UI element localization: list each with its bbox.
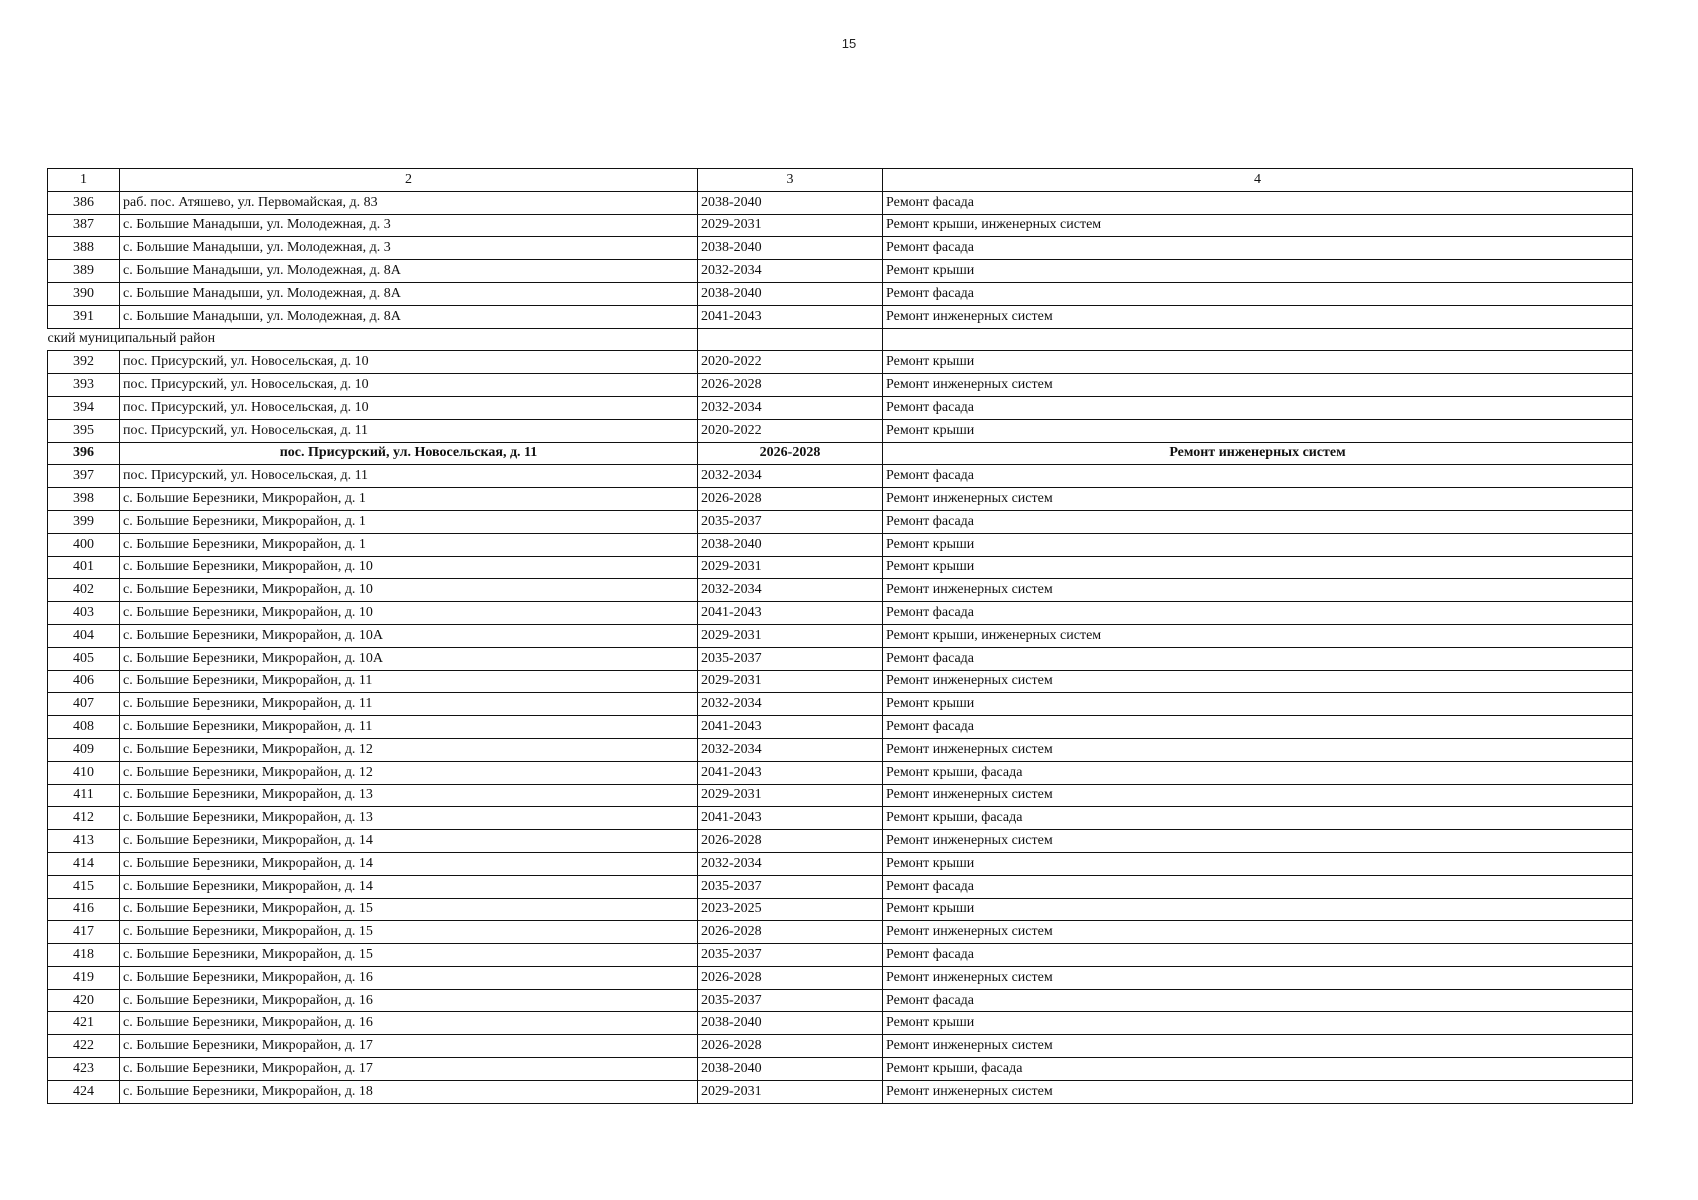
row-work-type: Ремонт фасада xyxy=(883,875,1633,898)
row-number: 404 xyxy=(48,624,120,647)
highlighted-table-row xyxy=(48,442,1633,465)
row-number: 401 xyxy=(48,556,120,579)
row-period: 2038-2040 xyxy=(698,237,883,260)
row-work-type: Ремонт инженерных систем xyxy=(883,966,1633,989)
row-period: 2035-2037 xyxy=(698,875,883,898)
row-number: 424 xyxy=(48,1080,120,1103)
row-number: 397 xyxy=(48,465,120,488)
row-address: с. Большие Березники, Микрорайон, д. 11 xyxy=(120,670,698,693)
district-row xyxy=(48,328,1633,351)
row-number: 396 xyxy=(48,442,120,465)
row-number: 390 xyxy=(48,282,120,305)
row-number: 408 xyxy=(48,716,120,739)
table-row xyxy=(48,419,1633,442)
row-period: 2038-2040 xyxy=(698,282,883,305)
table-row xyxy=(48,465,1633,488)
row-address: с. Большие Березники, Микрорайон, д. 1 xyxy=(120,510,698,533)
row-address: с. Большие Березники, Микрорайон, д. 17 xyxy=(120,1058,698,1081)
table-row xyxy=(48,282,1633,305)
row-period: 2029-2031 xyxy=(698,784,883,807)
row-work-type: Ремонт фасада xyxy=(883,647,1633,670)
row-address: с. Большие Березники, Микрорайон, д. 14 xyxy=(120,875,698,898)
row-address: с. Большие Березники, Микрорайон, д. 18 xyxy=(120,1080,698,1103)
row-number: 402 xyxy=(48,579,120,602)
row-period: 2029-2031 xyxy=(698,624,883,647)
row-work-type: Ремонт крыши xyxy=(883,419,1633,442)
row-work-type: Ремонт инженерных систем xyxy=(883,830,1633,853)
row-number: 415 xyxy=(48,875,120,898)
row-work-type: Ремонт крыши xyxy=(883,1012,1633,1035)
row-address: пос. Присурский, ул. Новосельская, д. 10 xyxy=(120,374,698,397)
row-period: 2026-2028 xyxy=(698,1035,883,1058)
row-work-type: Ремонт крыши, фасада xyxy=(883,1058,1633,1081)
row-address: с. Большие Березники, Микрорайон, д. 13 xyxy=(120,807,698,830)
row-number: 407 xyxy=(48,693,120,716)
table-row xyxy=(48,1035,1633,1058)
row-address: с. Большие Березники, Микрорайон, д. 1 xyxy=(120,533,698,556)
row-period: 2029-2031 xyxy=(698,670,883,693)
table-row xyxy=(48,761,1633,784)
row-address: с. Большие Березники, Микрорайон, д. 16 xyxy=(120,1012,698,1035)
row-address: с. Большие Манадыши, ул. Молодежная, д. 8А xyxy=(120,260,698,283)
row-number: 391 xyxy=(48,305,120,328)
row-number: 421 xyxy=(48,1012,120,1035)
row-number: 413 xyxy=(48,830,120,853)
row-work-type: Ремонт инженерных систем xyxy=(883,1080,1633,1103)
row-period: 2041-2043 xyxy=(698,761,883,784)
row-number: 395 xyxy=(48,419,120,442)
row-number: 423 xyxy=(48,1058,120,1081)
row-work-type: Ремонт фасада xyxy=(883,716,1633,739)
repair-schedule-table xyxy=(47,168,1633,1104)
row-period: 2035-2037 xyxy=(698,510,883,533)
row-work-type: Ремонт инженерных систем xyxy=(883,442,1633,465)
row-period: 2038-2040 xyxy=(698,1058,883,1081)
row-address: с. Большие Березники, Микрорайон, д. 12 xyxy=(120,738,698,761)
row-address: пос. Присурский, ул. Новосельская, д. 11 xyxy=(120,465,698,488)
row-number: 422 xyxy=(48,1035,120,1058)
table-row xyxy=(48,351,1633,374)
row-period: 2041-2043 xyxy=(698,716,883,739)
row-work-type: Ремонт инженерных систем xyxy=(883,738,1633,761)
row-work-type: Ремонт фасада xyxy=(883,191,1633,214)
row-work-type: Ремонт фасада xyxy=(883,396,1633,419)
row-address: с. Большие Манадыши, ул. Молодежная, д. 8А xyxy=(120,305,698,328)
row-number: 410 xyxy=(48,761,120,784)
row-number: 392 xyxy=(48,351,120,374)
row-work-type: Ремонт крыши xyxy=(883,260,1633,283)
row-address: с. Большие Березники, Микрорайон, д. 12 xyxy=(120,761,698,784)
row-number: 419 xyxy=(48,966,120,989)
table-row xyxy=(48,807,1633,830)
row-period: 2026-2028 xyxy=(698,966,883,989)
row-address: с. Большие Манадыши, ул. Молодежная, д. 3 xyxy=(120,214,698,237)
table-row xyxy=(48,260,1633,283)
page-number: 15 xyxy=(841,36,857,51)
row-work-type: Ремонт крыши xyxy=(883,533,1633,556)
row-number: 411 xyxy=(48,784,120,807)
row-number: 388 xyxy=(48,237,120,260)
row-number: 417 xyxy=(48,921,120,944)
row-work-type: Ремонт фасада xyxy=(883,989,1633,1012)
row-address: с. Большие Березники, Микрорайон, д. 15 xyxy=(120,921,698,944)
row-work-type: Ремонт фасада xyxy=(883,944,1633,967)
table-row xyxy=(48,784,1633,807)
row-work-type: Ремонт фасада xyxy=(883,510,1633,533)
row-period: 2029-2031 xyxy=(698,214,883,237)
table-row xyxy=(48,533,1633,556)
table-row xyxy=(48,374,1633,397)
row-period: 2041-2043 xyxy=(698,602,883,625)
row-period: 2032-2034 xyxy=(698,852,883,875)
row-period: 2032-2034 xyxy=(698,260,883,283)
row-period: 2020-2022 xyxy=(698,351,883,374)
column-header-2: 2 xyxy=(120,169,698,192)
row-address: с. Большие Березники, Микрорайон, д. 13 xyxy=(120,784,698,807)
table-row xyxy=(48,875,1633,898)
rows-top-group xyxy=(48,191,1633,328)
row-period: 2026-2028 xyxy=(698,830,883,853)
table-row xyxy=(48,989,1633,1012)
row-number: 387 xyxy=(48,214,120,237)
row-address: с. Большие Манадыши, ул. Молодежная, д. 3 xyxy=(120,237,698,260)
row-number: 420 xyxy=(48,989,120,1012)
row-period: 2041-2043 xyxy=(698,305,883,328)
row-address: с. Большие Березники, Микрорайон, д. 14 xyxy=(120,830,698,853)
table-row xyxy=(48,852,1633,875)
row-number: 398 xyxy=(48,488,120,511)
row-work-type: Ремонт инженерных систем xyxy=(883,305,1633,328)
row-period: 2041-2043 xyxy=(698,807,883,830)
row-work-type: Ремонт инженерных систем xyxy=(883,784,1633,807)
row-period: 2020-2022 xyxy=(698,419,883,442)
row-address: с. Большие Березники, Микрорайон, д. 11 xyxy=(120,693,698,716)
row-address: с. Большие Манадыши, ул. Молодежная, д. 8А xyxy=(120,282,698,305)
row-period: 2023-2025 xyxy=(698,898,883,921)
table-row xyxy=(48,1058,1633,1081)
row-period: 2032-2034 xyxy=(698,465,883,488)
row-number: 386 xyxy=(48,191,120,214)
row-number: 399 xyxy=(48,510,120,533)
row-period: 2038-2040 xyxy=(698,191,883,214)
row-address: с. Большие Березники, Микрорайон, д. 15 xyxy=(120,898,698,921)
table-row xyxy=(48,1080,1633,1103)
row-work-type: Ремонт крыши xyxy=(883,693,1633,716)
row-work-type: Ремонт фасада xyxy=(883,465,1633,488)
table-row xyxy=(48,716,1633,739)
table-row xyxy=(48,488,1633,511)
row-work-type: Ремонт фасада xyxy=(883,282,1633,305)
table-row xyxy=(48,624,1633,647)
row-address: с. Большие Березники, Микрорайон, д. 16 xyxy=(120,966,698,989)
row-work-type: Ремонт крыши xyxy=(883,898,1633,921)
row-period: 2026-2028 xyxy=(698,488,883,511)
row-address: с. Большие Березники, Микрорайон, д. 16 xyxy=(120,989,698,1012)
row-period: 2032-2034 xyxy=(698,579,883,602)
row-work-type: Ремонт крыши, инженерных систем xyxy=(883,214,1633,237)
table-row xyxy=(48,191,1633,214)
row-number: 403 xyxy=(48,602,120,625)
table-row xyxy=(48,738,1633,761)
district-row-empty-cell xyxy=(698,328,883,351)
table-row xyxy=(48,510,1633,533)
table-row xyxy=(48,921,1633,944)
rows-bottom-group xyxy=(48,465,1633,1103)
row-work-type: Ремонт крыши, инженерных систем xyxy=(883,624,1633,647)
row-address: с. Большие Березники, Микрорайон, д. 17 xyxy=(120,1035,698,1058)
row-number: 406 xyxy=(48,670,120,693)
row-number: 389 xyxy=(48,260,120,283)
table-row xyxy=(48,1012,1633,1035)
column-header-1: 1 xyxy=(48,169,120,192)
row-period: 2038-2040 xyxy=(698,1012,883,1035)
rows-mid-group xyxy=(48,351,1633,442)
row-address: пос. Присурский, ул. Новосельская, д. 10 xyxy=(120,351,698,374)
row-number: 414 xyxy=(48,852,120,875)
column-header-3: 3 xyxy=(698,169,883,192)
table-row xyxy=(48,670,1633,693)
row-period: 2038-2040 xyxy=(698,533,883,556)
table-row xyxy=(48,830,1633,853)
table-row xyxy=(48,237,1633,260)
row-address: с. Большие Березники, Микрорайон, д. 10А xyxy=(120,647,698,670)
row-work-type: Ремонт инженерных систем xyxy=(883,1035,1633,1058)
row-address: с. Большие Березники, Микрорайон, д. 10 xyxy=(120,556,698,579)
row-address: пос. Присурский, ул. Новосельская, д. 11 xyxy=(120,419,698,442)
row-address: с. Большие Березники, Микрорайон, д. 10 xyxy=(120,602,698,625)
row-number: 400 xyxy=(48,533,120,556)
row-work-type: Ремонт крыши, фасада xyxy=(883,761,1633,784)
row-work-type: Ремонт крыши xyxy=(883,556,1633,579)
row-period: 2026-2028 xyxy=(698,442,883,465)
table-row xyxy=(48,693,1633,716)
table-row xyxy=(48,214,1633,237)
row-work-type: Ремонт крыши xyxy=(883,351,1633,374)
row-work-type: Ремонт инженерных систем xyxy=(883,579,1633,602)
row-period: 2029-2031 xyxy=(698,556,883,579)
row-period: 2032-2034 xyxy=(698,396,883,419)
row-address: пос. Присурский, ул. Новосельская, д. 10 xyxy=(120,396,698,419)
row-work-type: Ремонт крыши xyxy=(883,852,1633,875)
column-header-4: 4 xyxy=(883,169,1633,192)
row-number: 394 xyxy=(48,396,120,419)
row-address: раб. пос. Атяшево, ул. Первомайская, д. 83 xyxy=(120,191,698,214)
row-period: 2035-2037 xyxy=(698,989,883,1012)
table-row xyxy=(48,647,1633,670)
row-number: 409 xyxy=(48,738,120,761)
row-period: 2026-2028 xyxy=(698,921,883,944)
row-work-type: Ремонт инженерных систем xyxy=(883,374,1633,397)
row-number: 416 xyxy=(48,898,120,921)
district-row-empty-cell xyxy=(883,328,1633,351)
row-address: с. Большие Березники, Микрорайон, д. 10А xyxy=(120,624,698,647)
row-number: 412 xyxy=(48,807,120,830)
row-address: с. Большие Березники, Микрорайон, д. 14 xyxy=(120,852,698,875)
table-row xyxy=(48,305,1633,328)
table-row xyxy=(48,579,1633,602)
row-number: 405 xyxy=(48,647,120,670)
row-number: 393 xyxy=(48,374,120,397)
row-address: с. Большие Березники, Микрорайон, д. 1 xyxy=(120,488,698,511)
table-row xyxy=(48,898,1633,921)
row-address: с. Большие Березники, Микрорайон, д. 11 xyxy=(120,716,698,739)
table-row xyxy=(48,966,1633,989)
row-period: 2032-2034 xyxy=(698,693,883,716)
row-address: пос. Присурский, ул. Новосельская, д. 11 xyxy=(120,442,698,465)
row-work-type: Ремонт фасада xyxy=(883,237,1633,260)
row-address: с. Большие Березники, Микрорайон, д. 15 xyxy=(120,944,698,967)
table-row xyxy=(48,396,1633,419)
row-address: с. Большие Березники, Микрорайон, д. 10 xyxy=(120,579,698,602)
table-row xyxy=(48,944,1633,967)
row-period: 2029-2031 xyxy=(698,1080,883,1103)
column-number-header-row xyxy=(48,169,1633,192)
row-period: 2035-2037 xyxy=(698,647,883,670)
table-row xyxy=(48,556,1633,579)
row-work-type: Ремонт инженерных систем xyxy=(883,488,1633,511)
row-number: 418 xyxy=(48,944,120,967)
row-period: 2035-2037 xyxy=(698,944,883,967)
row-work-type: Ремонт инженерных систем xyxy=(883,670,1633,693)
row-work-type: Ремонт фасада xyxy=(883,602,1633,625)
table-row xyxy=(48,602,1633,625)
row-work-type: Ремонт крыши, фасада xyxy=(883,807,1633,830)
row-work-type: Ремонт инженерных систем xyxy=(883,921,1633,944)
row-period: 2026-2028 xyxy=(698,374,883,397)
district-label: ский муниципальный район xyxy=(48,328,698,351)
row-period: 2032-2034 xyxy=(698,738,883,761)
